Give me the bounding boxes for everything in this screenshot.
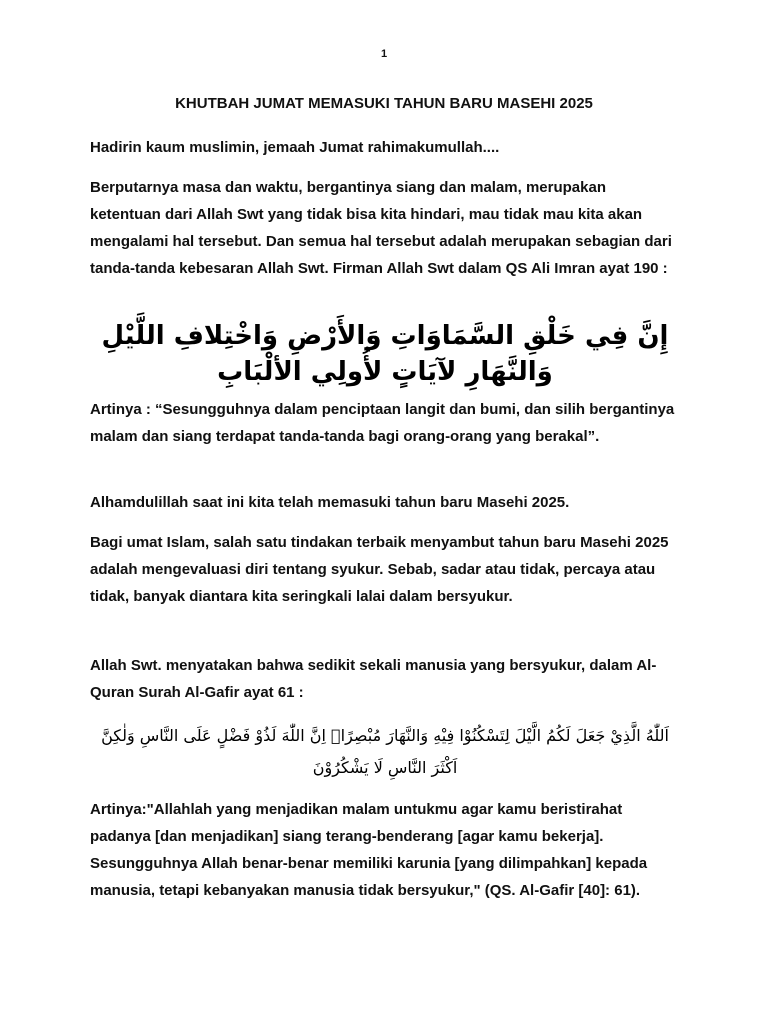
- gratitude-intro-paragraph: Allah Swt. menyatakan bahwa sedikit sekali manusia yang bersyukur, dalam Al-Quran Surah Al-Gafir ayat 61 :: [90, 657, 657, 701]
- verse2-translation-paragraph: Artinya:"Allahlah yang menjadikan malam untukmu agar kamu beristirahat padanya [dan menjadikan] siang terang-benderang [agar kamu bekerja]. Sesungguhnya Allah benar-benar memiliki karunia [yang dilimpahkan] kepada manusia, tetapi kebanyakan manusia tidak bersyukur," (QS. Al-Gafir [40]: 61).: [90, 801, 648, 899]
- greeting-paragraph: Hadirin kaum muslimin, jemaah Jumat rahimakumullah....: [90, 139, 500, 156]
- new-year-paragraph: Alhamdulillah saat ini kita telah memasuki tahun baru Masehi 2025.: [90, 494, 570, 511]
- document-title: KHUTBAH JUMAT MEMASUKI TAHUN BARU MASEHI 2025: [175, 95, 593, 112]
- page-number: 1: [380, 48, 388, 60]
- verse1-translation-paragraph: Artinya : “Sesungguhnya dalam penciptaan langit dan bumi, dan silih bergantinya malam dan siang terdapat tanda-tanda bagi orang-orang yang berakal”.: [90, 401, 675, 445]
- quran-verse-ali-imran-190: إِنَّ فِي خَلْقِ السَّمَاوَاتِ وَالأَرْضِ وَاخْتِلافِ اللَّيْلِ وَالنَّهَارِ لآيَاتٍ لأُولِي الألْبَابِ: [101, 321, 669, 387]
- evaluation-paragraph: Bagi umat Islam, salah satu tindakan terbaik menyambut tahun baru Masehi 2025 adalah mengevaluasi diri tentang syukur. Sebab, sadar atau tidak, percaya atau tidak, banyak diantara kita seringkali lalai dalam bersyukur.: [90, 534, 669, 605]
- intro-paragraph: Berputarnya masa dan waktu, bergantinya siang dan malam, merupakan ketentuan dari Allah Swt yang tidak bisa kita hindari, mau tidak mau kita akan mengalami hal tersebut. Dan semua hal tersebut adalah merupakan sebagian dari tanda-tanda kebesaran Allah Swt. Firman Allah Swt dalam QS Ali Imran ayat 190 :: [90, 179, 672, 277]
- quran-verse-al-gafir-61: اَللّٰهُ الَّذِيْ جَعَلَ لَكُمُ الَّيْلَ لِتَسْكُنُوْا فِيْهِ وَالنَّهَارَ مُبْصِرًاۗ اِنَّ اللّٰهَ لَذُوْ فَضْلٍ عَلَى النَّاسِ وَلٰكِنَّ اَكْثَرَ النَّاسِ لَا يَشْكُرُوْنَ: [101, 726, 669, 777]
